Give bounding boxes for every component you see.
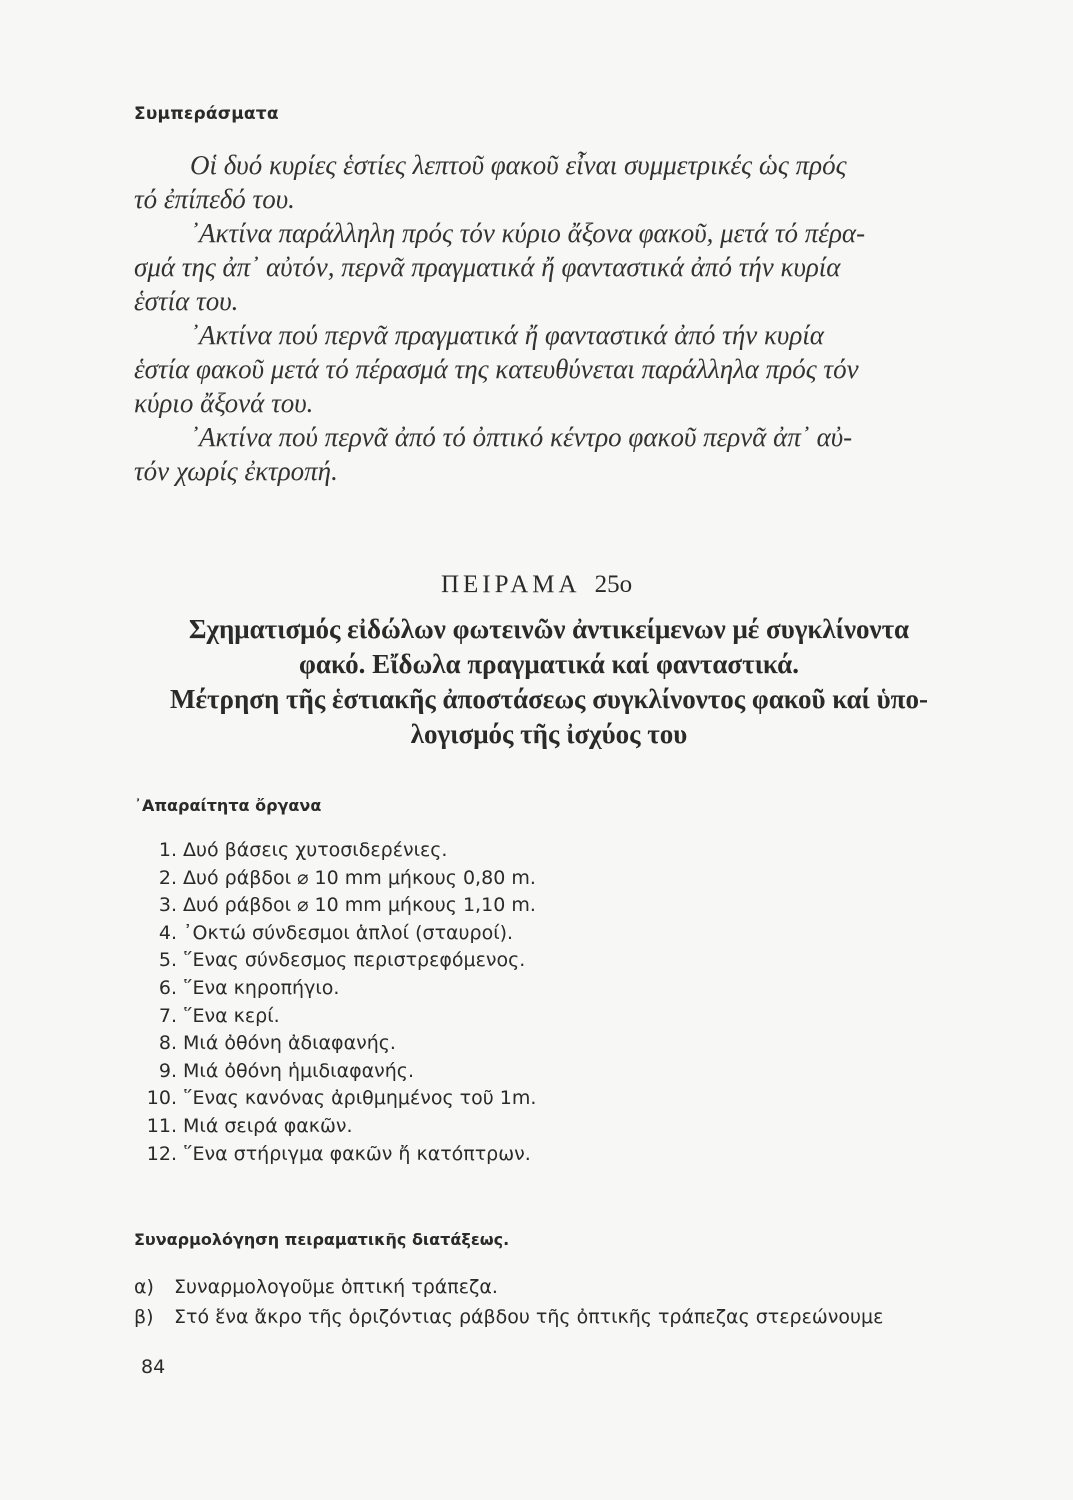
item-number: 4. bbox=[158, 921, 177, 944]
list-item bbox=[140, 920, 840, 948]
list-item bbox=[140, 975, 840, 1003]
item-text: ᾿Οκτώ σύνδεσμοι ἁπλοί (σταυροί). bbox=[183, 921, 514, 944]
item-number: 12. bbox=[146, 1142, 177, 1165]
item-number: 8. bbox=[158, 1032, 177, 1055]
experiment-label: ΠΕΙΡΑΜΑ bbox=[440, 571, 581, 598]
list-item bbox=[140, 1141, 840, 1169]
assembly-steps bbox=[134, 1272, 964, 1332]
conclusion-paragraph bbox=[134, 318, 962, 420]
text-line: τόν χωρίς ἐκτροπή. bbox=[134, 456, 338, 486]
assembly-heading: Συναρμολόγηση πειραματικῆς διατάξεως. bbox=[134, 1230, 510, 1249]
item-number: 1. bbox=[158, 839, 177, 861]
item-number: 2. bbox=[158, 866, 177, 889]
text-line: ἑστία φακοῦ μετά τό πέρασμά της κατευθύνεται παράλληλα πρός τόν bbox=[134, 354, 859, 384]
item-text: Μιά σειρά φακῶν. bbox=[183, 1114, 353, 1137]
list-item bbox=[140, 1113, 840, 1141]
item-number: 3. bbox=[158, 894, 177, 917]
text-line: Οἱ δυό κυρίες ἑστίες λεπτοῦ φακοῦ εἶναι συμμετρικές ὡς πρός bbox=[190, 150, 847, 180]
subtitle-line: λογισμός τῆς ἰσχύος του bbox=[410, 719, 688, 749]
text-line: ἑστία του. bbox=[134, 286, 239, 316]
item-number: 9. bbox=[158, 1059, 177, 1082]
item-text: ῞Ενα κηροπήγιο. bbox=[183, 976, 340, 999]
step-label: β) bbox=[134, 1306, 154, 1328]
conclusions-block bbox=[134, 148, 962, 488]
item-text: Δυό ράβδοι ⌀ 10 mm μήκους 1,10 m. bbox=[183, 894, 536, 917]
list-item bbox=[140, 865, 840, 893]
experiment-subtitle bbox=[134, 612, 964, 752]
experiment-number: 25ο bbox=[594, 571, 633, 598]
list-item bbox=[140, 892, 840, 920]
text-line: ᾿Ακτίνα πού περνᾶ ἀπό τό ὀπτικό κέντρο φακοῦ περνᾶ ἀπ᾿ αὐ- bbox=[190, 422, 853, 452]
item-number: 6. bbox=[158, 976, 177, 999]
section-title: Συμπεράσματα bbox=[134, 104, 279, 124]
subtitle-line: Σχηματισμός εἰδώλων φωτεινῶν ἀντικείμενων μέ συγκλίνοντα bbox=[188, 614, 910, 644]
text-line: ᾿Ακτίνα παράλληλη πρός τόν κύριο ἄξονα φακοῦ, μετά τό πέρα- bbox=[190, 218, 866, 248]
subtitle-line: Μέτρηση τῆς ἑστιακῆς ἀποστάσεως συγκλίνοντος φακοῦ καί ὑπο- bbox=[170, 684, 928, 714]
item-number: 11. bbox=[146, 1114, 177, 1137]
item-text: ῞Ενας σύνδεσμος περιστρεφόμενος. bbox=[183, 949, 526, 972]
list-item bbox=[134, 1272, 964, 1302]
step-text: Συναρμολογοῦμε ὀπτική τράπεζα. bbox=[174, 1276, 498, 1298]
instruments-list bbox=[140, 837, 840, 1168]
text-line: ᾿Ακτίνα πού περνᾶ πραγματικά ἤ φανταστικά ἀπό τήν κυρία bbox=[190, 320, 824, 350]
list-item bbox=[134, 1302, 964, 1332]
list-item bbox=[140, 837, 840, 865]
list-item bbox=[140, 1058, 840, 1086]
list-item bbox=[140, 1030, 840, 1058]
text-line: κύριο ἄξονά του. bbox=[134, 388, 314, 418]
item-text: ῞Ενα στήριγμα φακῶν ἤ κατόπτρων. bbox=[183, 1142, 531, 1165]
list-item bbox=[140, 1003, 840, 1031]
item-number: 5. bbox=[158, 949, 177, 972]
text-line: σμά της ἀπ᾿ αὐτόν, περνᾶ πραγματικά ἤ φανταστικά ἀπό τήν κυρία bbox=[134, 252, 841, 282]
item-number: 7. bbox=[158, 1004, 177, 1027]
item-text: Μιά ὀθόνη ἀδιαφανής. bbox=[183, 1032, 396, 1055]
item-text: ῞Ενας κανόνας ἀριθμημένος τοῦ 1m. bbox=[183, 1087, 537, 1110]
conclusion-paragraph bbox=[134, 148, 962, 216]
conclusion-paragraph bbox=[134, 420, 962, 488]
instruments-heading: ᾿Απαραίτητα ὄργανα bbox=[134, 796, 322, 815]
experiment-title bbox=[0, 571, 1073, 599]
item-text: ῞Ενα κερί. bbox=[183, 1004, 280, 1027]
step-label: α) bbox=[134, 1276, 154, 1298]
text-line: τό ἐπίπεδό του. bbox=[134, 184, 295, 214]
conclusion-paragraph bbox=[134, 216, 962, 318]
item-number: 10. bbox=[146, 1087, 177, 1110]
item-text: Δυό ράβδοι ⌀ 10 mm μήκους 0,80 m. bbox=[183, 866, 536, 889]
list-item bbox=[140, 1085, 840, 1113]
list-item bbox=[140, 947, 840, 975]
step-text: Στό ἕνα ἄκρο τῆς ὁριζόντιας ράβδου τῆς ὀπτικῆς τράπεζας στερεώνουμε bbox=[174, 1306, 884, 1328]
page-number: 84 bbox=[141, 1356, 166, 1378]
item-text: Δυό βάσεις χυτοσιδερένιες. bbox=[183, 839, 448, 861]
subtitle-line: φακό. Εἴδωλα πραγματικά καί φανταστικά. bbox=[299, 649, 799, 679]
item-text: Μιά ὀθόνη ἡμιδιαφανής. bbox=[183, 1059, 414, 1082]
